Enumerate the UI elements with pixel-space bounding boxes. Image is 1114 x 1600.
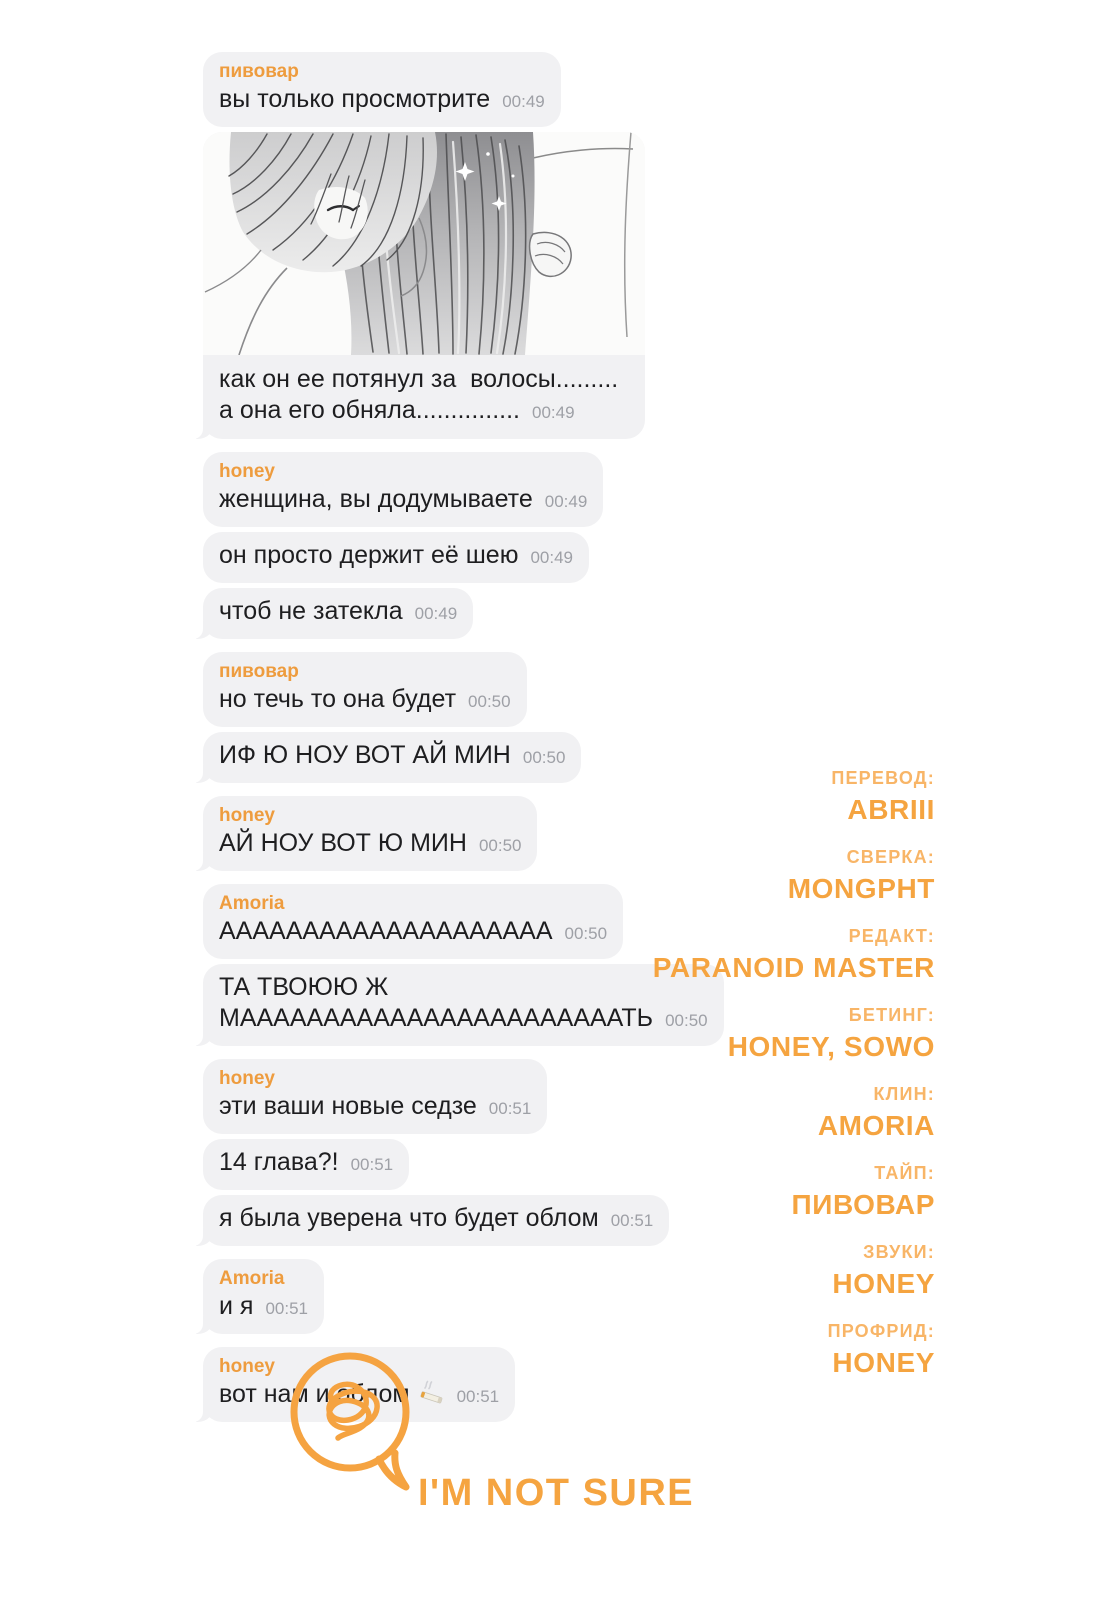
message-text: АЙ НОУ ВОТ Ю МИН bbox=[219, 829, 467, 857]
message-text: эти ваши новые седзе bbox=[219, 1092, 477, 1120]
message-time: 00:49 bbox=[502, 92, 545, 111]
message-time: 00:49 bbox=[544, 492, 588, 511]
message-row bbox=[203, 652, 803, 727]
credit-role: ПЕРЕВОД: bbox=[831, 768, 935, 788]
message-text-line1: ТА ТВОЮЮ Ж bbox=[219, 973, 389, 1001]
message-bubble[interactable] bbox=[203, 1059, 547, 1134]
credit-entry-proof-check bbox=[515, 847, 935, 904]
credit-name: ABRIII bbox=[847, 794, 935, 825]
credit-role: СВЕРКА: bbox=[846, 847, 935, 867]
credit-role: ПРОФРИД: bbox=[827, 1321, 935, 1341]
sender-name[interactable]: Amoria bbox=[219, 1268, 285, 1289]
message-bubble[interactable] bbox=[203, 52, 561, 127]
credit-name: MONGPHT bbox=[787, 873, 935, 904]
credit-role: ЗВУКИ: bbox=[863, 1242, 935, 1262]
credit-name: ПИВОВАР bbox=[791, 1189, 935, 1220]
credit-name: HONEY bbox=[832, 1347, 935, 1378]
message-bubble[interactable] bbox=[203, 532, 589, 583]
sender-name[interactable]: пивовар bbox=[219, 661, 299, 682]
message-row bbox=[203, 588, 803, 639]
speech-bubble-scribble-icon bbox=[282, 1346, 432, 1501]
message-text: АААААААААААААААААААА bbox=[219, 917, 553, 945]
message-text: он просто держит её шею bbox=[219, 541, 519, 569]
message-bubble[interactable] bbox=[203, 452, 603, 527]
message-text: женщина, вы додумываете bbox=[219, 485, 533, 513]
credit-role: ТАЙП: bbox=[874, 1163, 935, 1183]
message-text: я была уверена что будет облом bbox=[219, 1204, 599, 1232]
sender-name[interactable]: honey bbox=[219, 461, 275, 482]
manga-art-image bbox=[203, 132, 645, 355]
message-bubble[interactable] bbox=[203, 796, 537, 871]
message-text: но течь то она будет bbox=[219, 685, 457, 713]
message-text-line2: МАААААААААААААААААААААААТЬ bbox=[219, 1004, 654, 1032]
message-time: 00:51 bbox=[456, 1387, 500, 1406]
sender-name[interactable]: Amoria bbox=[219, 893, 285, 914]
credit-name: AMORIA bbox=[817, 1110, 935, 1141]
credit-entry-sounds bbox=[515, 1242, 935, 1299]
credit-role: КЛИН: bbox=[873, 1084, 935, 1104]
message-row bbox=[203, 532, 803, 583]
message-text: вы только просмотрите bbox=[219, 85, 491, 113]
message-time: 00:50 bbox=[522, 748, 566, 767]
credit-entry-typesetting bbox=[515, 1163, 935, 1220]
credit-entry-beta bbox=[515, 1005, 935, 1062]
team-logo bbox=[282, 1346, 722, 1531]
credit-entry-editing bbox=[515, 926, 935, 983]
sender-name[interactable]: honey bbox=[219, 1356, 275, 1377]
message-row bbox=[203, 452, 803, 527]
message-row bbox=[203, 52, 803, 127]
message-time: 00:51 bbox=[488, 1099, 532, 1118]
credit-entry-translation bbox=[515, 768, 935, 825]
logo-text: I'M NOT SURE bbox=[418, 1472, 695, 1514]
attached-image[interactable] bbox=[203, 132, 645, 355]
credit-name: HONEY bbox=[832, 1268, 935, 1299]
message-row bbox=[203, 132, 803, 439]
credit-role: БЕТИНГ: bbox=[848, 1005, 935, 1025]
message-time: 00:51 bbox=[265, 1299, 308, 1318]
message-time: 00:49 bbox=[414, 604, 458, 623]
credit-name: PARANOID MASTER bbox=[652, 952, 935, 983]
message-time: 00:50 bbox=[478, 836, 522, 855]
message-time: 00:51 bbox=[610, 1211, 654, 1230]
message-time: 00:50 bbox=[564, 924, 608, 943]
image-message-bubble[interactable] bbox=[203, 132, 645, 439]
credit-role: РЕДАКТ: bbox=[848, 926, 935, 946]
message-text: чтоб не затекла bbox=[219, 597, 403, 625]
message-time: 00:50 bbox=[468, 692, 511, 711]
message-bubble[interactable] bbox=[203, 652, 527, 727]
sender-name[interactable]: honey bbox=[219, 1068, 275, 1089]
message-time: 00:49 bbox=[531, 403, 575, 422]
credit-name: HONEY, SOWO bbox=[727, 1031, 935, 1062]
message-text: 14 глава?! bbox=[219, 1148, 339, 1176]
credit-entry-cleaning bbox=[515, 1084, 935, 1141]
sender-name[interactable]: honey bbox=[219, 805, 275, 826]
credits-panel bbox=[515, 768, 935, 1400]
sender-name[interactable]: пивовар bbox=[219, 61, 299, 82]
message-time: 00:49 bbox=[530, 548, 574, 567]
image-caption-line2: а она его обняла............... bbox=[219, 396, 520, 424]
message-text: ИФ Ю НОУ ВОТ АЙ МИН bbox=[219, 741, 511, 769]
image-caption bbox=[203, 355, 645, 439]
message-time: 00:50 bbox=[665, 1011, 708, 1030]
message-bubble[interactable] bbox=[203, 1139, 409, 1190]
image-caption-line1: как он ее потянул за волосы......... bbox=[219, 365, 619, 393]
message-text: вот нам и облом bbox=[219, 1380, 410, 1408]
message-bubble[interactable] bbox=[203, 588, 473, 639]
message-bubble[interactable] bbox=[203, 1259, 324, 1334]
message-text: и я bbox=[219, 1292, 254, 1320]
message-time: 00:51 bbox=[350, 1155, 394, 1174]
